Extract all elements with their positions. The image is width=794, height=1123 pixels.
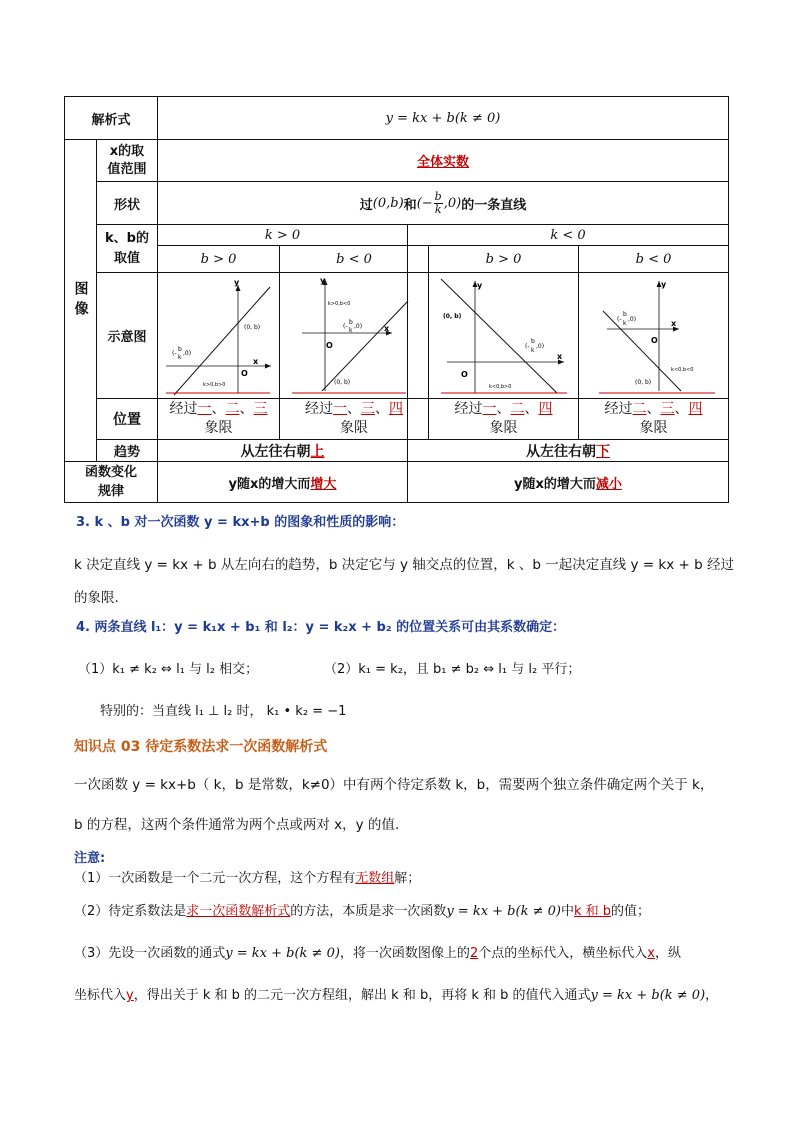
x-label: x bbox=[671, 319, 677, 328]
knowledge-p1: 一次函数 y = kx+b（ k，b 是常数，k≠0）中有两个待定系数 k，b，需要两个独立条件确定两个关于 k， bbox=[74, 777, 714, 793]
domain-label: x的取值范围 bbox=[107, 143, 147, 177]
section3-heading: 3. k 、b 对一次函数 y = kx+b 的图象和性质的影响： bbox=[76, 515, 405, 530]
b-negative-1: b < 0 bbox=[336, 251, 372, 267]
position-cell-4: 经过二、三、四 象限 bbox=[604, 401, 703, 436]
k-negative: k < 0 bbox=[550, 227, 586, 243]
section4-special: 特别的：当直线 l₁ ⊥ l₂ 时， k₁ • k₂ = −1 bbox=[100, 704, 347, 719]
rule-increase: y随x的增大而 增大 bbox=[228, 476, 337, 492]
trend-label: 趋势 bbox=[113, 445, 140, 460]
position-label: 位置 bbox=[113, 412, 141, 428]
b-negative-2: b < 0 bbox=[635, 251, 672, 267]
graph-title: k>0,b>0 bbox=[203, 382, 226, 388]
graph-title: k<0,b<0 bbox=[671, 367, 694, 373]
y-label: y bbox=[661, 280, 667, 289]
y-label: y bbox=[477, 281, 483, 290]
origin-label: O bbox=[461, 370, 468, 379]
domain-value: 全体实数 bbox=[416, 155, 469, 170]
xint-num: b bbox=[531, 338, 535, 345]
x-arrow-icon bbox=[265, 364, 271, 369]
k-positive: k > 0 bbox=[264, 227, 301, 243]
x-label: x bbox=[384, 324, 390, 333]
note-4: 坐标代入y，得出关于 k 和 b 的二元一次方程组，解出 k 和 b，再将 k 和 b 的值代入通式y = kx + b(k ≠ 0)， bbox=[74, 988, 719, 1003]
svg-text:(-: (- bbox=[343, 323, 348, 330]
y-label: y bbox=[234, 278, 240, 287]
sketch-label: 示意图 bbox=[107, 330, 147, 345]
shape-value: 过 (0,b) 和 (− $\frac{b}{k}$ ,0) 的一条直线 bbox=[359, 189, 527, 216]
position-cell-2: 经过一、三、四 象限 bbox=[305, 401, 403, 436]
svg-text:,0): ,0) bbox=[354, 323, 363, 330]
svg-text:(-: (- bbox=[617, 316, 622, 323]
section3-line1: k 决定直线 y = kx + b 从左向右的趋势，b 决定它与 y 轴交点的位置，k 、b 一起决定直线 y = kx + b 经过 bbox=[74, 557, 734, 573]
section4-case2: （2）k₁ = k₂，且 b₁ ≠ b₂ ⇔ l₁ 与 l₂ 平行； bbox=[324, 662, 581, 677]
graph-line bbox=[441, 279, 557, 393]
knowledge-p2: b 的方程，这两个条件通常为两个点或两对 x，y 的值. bbox=[74, 817, 400, 833]
note-3: （3）先设一次函数的通式y = kx + b(k ≠ 0)，将一次函数图像上的2个点的坐标代入，横坐标代入x，纵 bbox=[74, 946, 681, 961]
xint-num: b bbox=[178, 346, 182, 353]
trend-up: 从左往右朝 上 bbox=[240, 443, 325, 460]
section3-line2: 的象限. bbox=[74, 590, 119, 606]
knowledge-title: 知识点 03 待定系数法求一次函数解析式 bbox=[74, 739, 328, 755]
section4-heading: 4. 两条直线 l₁：y = k₁x + b₁ 和 l₂：y = k₂x + b₂ 的位置关系可由其系数确定： bbox=[76, 620, 566, 635]
notes-title: 注意: bbox=[74, 851, 106, 866]
graph-line bbox=[174, 287, 270, 395]
xint-num: b bbox=[623, 311, 627, 318]
svg-text:,0): ,0) bbox=[536, 343, 545, 350]
rule-label: 函数变化规律 bbox=[84, 465, 137, 499]
origin-label: O bbox=[651, 336, 658, 345]
x-label: x bbox=[253, 357, 259, 366]
section4-case1: （1）k₁ ≠ k₂ ⇔ l₁ 与 l₂ 相交； bbox=[78, 662, 259, 677]
graph-k-neg-b-pos bbox=[429, 273, 578, 398]
b-positive-1: b > 0 bbox=[200, 251, 237, 267]
graph-k-neg-b-neg bbox=[579, 273, 728, 398]
svg-text:(-: (- bbox=[525, 343, 530, 350]
point-label: (0, b) bbox=[334, 379, 351, 386]
graph-title: k>0,b<0 bbox=[328, 301, 351, 307]
graph-line bbox=[322, 301, 408, 391]
rule-decrease: y随x的增大而 减小 bbox=[514, 476, 622, 492]
shape-label: 形状 bbox=[113, 197, 140, 213]
image-label: 图像 bbox=[72, 280, 89, 321]
point-label: (0, b) bbox=[443, 313, 462, 320]
b-positive-2: b > 0 bbox=[485, 251, 522, 267]
svg-text:,0): ,0) bbox=[628, 316, 637, 323]
kb-label: k、b的取值 bbox=[105, 230, 149, 266]
svg-text:,0): ,0) bbox=[183, 350, 192, 357]
xint-num: b bbox=[349, 319, 353, 326]
xint-den: k bbox=[178, 354, 182, 361]
analytic-value: y = kx + b(k ≠ 0) bbox=[385, 110, 501, 126]
xint-den: k bbox=[349, 327, 353, 334]
note-1: （1）一次函数是一个二元一次方程，这个方程有无数组解； bbox=[74, 871, 421, 886]
graph-k-pos-b-pos bbox=[158, 273, 279, 398]
point-label: (0, b) bbox=[244, 324, 261, 331]
origin-label: O bbox=[326, 341, 333, 350]
xint-den: k bbox=[531, 347, 535, 354]
graph-title: k<0,b>0 bbox=[489, 384, 512, 390]
y-label: y bbox=[320, 276, 326, 285]
position-cell-3: 经过一、二、四 象限 bbox=[454, 401, 553, 436]
xint-den: k bbox=[623, 320, 627, 327]
x-label: x bbox=[557, 352, 563, 361]
note-2: （2）待定系数法是求一次函数解析式的方法，本质是求一次函数y = kx + b(k ≠ 0)中k 和 b的值； bbox=[74, 904, 651, 919]
svg-text:(-: (- bbox=[172, 350, 177, 357]
analytic-label: 解析式 bbox=[91, 112, 131, 128]
position-cell-1: 经过一、二、三 象限 bbox=[169, 401, 268, 436]
trend-down: 从左往右朝 下 bbox=[526, 443, 610, 460]
point-label: (0, b) bbox=[635, 379, 652, 386]
origin-label: O bbox=[241, 369, 248, 378]
graph-k-pos-b-neg bbox=[280, 273, 428, 398]
